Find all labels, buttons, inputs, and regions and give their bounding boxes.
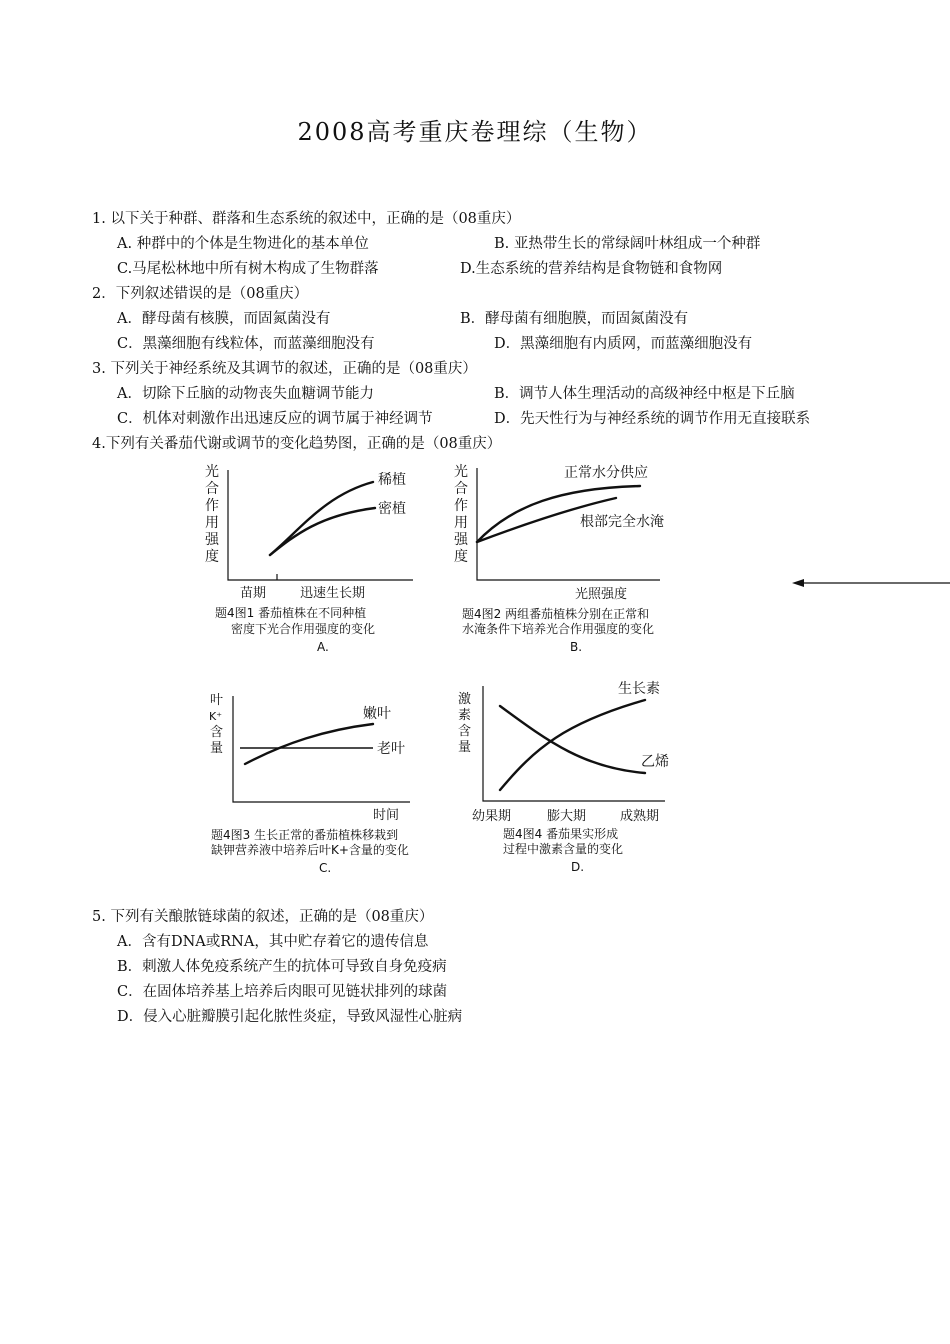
q3-option-a: A．切除下丘脑的动物丧失血糖调节能力	[117, 386, 374, 402]
q3-stem: 3. 下列关于神经系统及其调节的叙述，正确的是（08重庆）	[92, 361, 477, 377]
svg-text:合: 合	[454, 481, 468, 497]
q3-option-d: D．先天性行为与神经系统的调节作用无直接联系	[494, 411, 811, 427]
figure-c-caption-2: 缺钾营养液中培养后叶K+含量的变化	[211, 843, 409, 857]
figure-d	[455, 678, 685, 878]
svg-text:含: 含	[210, 725, 224, 740]
figure-d-curve-ethylene	[500, 706, 645, 773]
svg-text:合: 合	[205, 481, 219, 497]
figure-b-caption-2: 水淹条件下培养光合作用强度的变化	[462, 622, 655, 636]
q5-stem: 5. 下列有关酿脓链球菌的叙述，正确的是（08重庆）	[92, 909, 434, 925]
figure-a-series2-label: 密植	[378, 501, 406, 517]
figure-c-ylabel	[209, 693, 223, 756]
arrow-left-icon	[790, 574, 950, 594]
svg-text:光: 光	[454, 464, 468, 480]
figure-c-series1-label: 嫩叶	[363, 706, 391, 722]
svg-text:叶: 叶	[210, 693, 224, 708]
q4-stem: 4.下列有关番茄代谢或调节的变化趋势图，正确的是（08重庆）	[92, 436, 502, 452]
svg-text:度: 度	[454, 549, 468, 565]
q2-option-a: A．酵母菌有核膜，而固氮菌没有	[117, 311, 331, 327]
figure-c-caption-1: 题4图3 生长正常的番茄植株移栽到	[211, 828, 399, 842]
figure-d-caption-1: 题4图4 番茄果实形成	[503, 827, 619, 841]
figure-c-xlabel: 时间	[373, 808, 400, 823]
figure-b-ylabel	[454, 463, 469, 565]
svg-text:光: 光	[205, 464, 219, 480]
figure-a-series1-label: 稀植	[378, 472, 406, 488]
figure-d-caption-2: 过程中激素含量的变化	[503, 842, 624, 856]
figure-b-series1-label: 正常水分供应	[564, 465, 648, 481]
figure-d-xlabel-2: 膨大期	[547, 809, 587, 824]
figure-d-ylabel	[458, 692, 471, 755]
q3-option-c: C．机体对刺激作出迅速反应的调节属于神经调节	[117, 411, 433, 427]
svg-text:度: 度	[205, 549, 219, 565]
q1-option-d: D.生态系统的营养结构是食物链和食物网	[460, 261, 723, 277]
figure-a	[195, 460, 435, 660]
svg-text:作: 作	[454, 498, 468, 514]
figure-b-letter: B.	[570, 640, 583, 654]
figure-a-curve-dense	[270, 508, 375, 555]
figure-b-series2-label: 根部完全水淹	[580, 514, 664, 530]
q5-option-d: D．侵入心脏瓣膜引起化脓性炎症，导致风湿性心脏病	[117, 1009, 463, 1025]
q5-option-b: B．刺激人体免疫系统产生的抗体可导致自身免疫病	[117, 959, 447, 975]
figure-d-letter: D.	[571, 860, 585, 874]
figure-a-caption-1: 题4图1 番茄植株在不同种植	[215, 606, 367, 620]
q3-option-b: B．调节人体生理活动的高级神经中枢是下丘脑	[494, 386, 795, 402]
svg-text:强: 强	[205, 532, 219, 548]
q5-option-c: C．在固体培养基上培养后肉眼可见链状排列的球菌	[117, 984, 448, 1000]
q2-option-b: B．酵母菌有细胞膜，而固氮菌没有	[460, 311, 689, 327]
svg-text:素: 素	[458, 708, 472, 723]
figure-b-caption-1: 题4图2 两组番茄植株分别在正常和	[462, 607, 650, 621]
svg-text:量: 量	[210, 741, 224, 756]
figure-c-curve-young	[245, 724, 373, 764]
figure-d-series2-label: 乙烯	[641, 754, 669, 770]
figure-d-xlabel-3: 成熟期	[620, 809, 660, 824]
figure-b-xlabel: 光照强度	[575, 587, 628, 602]
figure-c-series2-label: 老叶	[377, 741, 405, 757]
q1-option-a: A. 种群中的个体是生物进化的基本单位	[117, 236, 369, 252]
figure-a-xlabel-1: 苗期	[240, 586, 267, 601]
q1-option-b: B. 亚热带生长的常绿阔叶林组成一个种群	[494, 236, 761, 252]
figure-d-curve-auxin	[500, 700, 645, 790]
figure-d-series1-label: 生长素	[618, 681, 660, 697]
q2-option-d: D．黑藻细胞有内质网，而蓝藻细胞没有	[494, 336, 753, 352]
svg-text:作: 作	[205, 498, 219, 514]
q5-option-a: A．含有DNA或RNA，其中贮存着它的遗传信息	[117, 934, 429, 950]
figure-c-letter: C.	[319, 861, 332, 875]
svg-text:用: 用	[205, 515, 219, 531]
svg-text:K⁺: K⁺	[209, 710, 223, 723]
svg-text:激: 激	[458, 692, 472, 707]
q2-stem: 2．下列叙述错误的是（08重庆）	[92, 286, 309, 302]
figure-d-xlabel-1: 幼果期	[472, 809, 512, 824]
figure-c	[205, 688, 455, 883]
figure-a-xlabel-2: 迅速生长期	[300, 586, 366, 601]
svg-text:用: 用	[454, 515, 468, 531]
figure-a-letter: A.	[317, 640, 329, 654]
figure-a-caption-2: 密度下光合作用强度的变化	[231, 622, 376, 636]
figure-b	[452, 460, 702, 660]
svg-text:含: 含	[458, 724, 472, 739]
q1-option-c: C.马尾松林地中所有树木构成了生物群落	[117, 261, 379, 277]
svg-text:量: 量	[458, 740, 472, 755]
svg-text:强: 强	[454, 532, 468, 548]
page-title: 2008高考重庆卷理综（生物）	[297, 118, 653, 146]
q2-option-c: C．黑藻细胞有线粒体，而蓝藻细胞没有	[117, 336, 375, 352]
figure-a-ylabel	[205, 463, 220, 565]
q1-stem: 1. 以下关于种群、群落和生态系统的叙述中，正确的是（08重庆）	[92, 211, 521, 227]
